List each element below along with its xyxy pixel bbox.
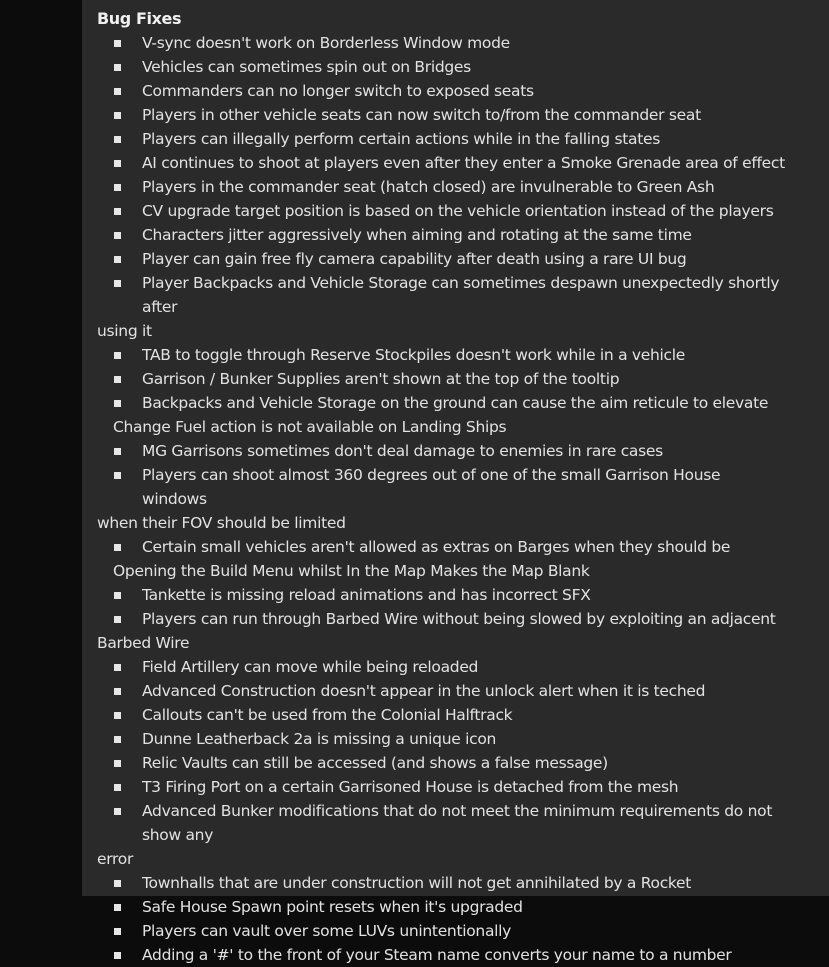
square-bullet-icon [114, 784, 121, 791]
square-bullet-icon [114, 592, 121, 599]
list-item [97, 775, 787, 799]
list-item [97, 895, 787, 919]
list-item [97, 271, 787, 343]
square-bullet-icon [114, 472, 121, 479]
list-item [97, 871, 787, 895]
list-item [97, 607, 787, 655]
list-item-text: Callouts can't be used from the Colonial Halftrack [142, 706, 513, 724]
list-item [97, 943, 787, 967]
list-item [97, 439, 787, 463]
square-bullet-icon [114, 688, 121, 695]
list-item [97, 151, 787, 175]
list-item-text: Townhalls that are under construction will not get annihilated by a Rocket [142, 874, 692, 892]
list-item-text: Tankette is missing reload animations and has incorrect SFX [142, 586, 591, 604]
square-bullet-icon [114, 760, 121, 767]
list-item-text: Garrison / Bunker Supplies aren't shown at the top of the tooltip [142, 370, 620, 388]
list-item-text: Players in the commander seat (hatch closed) are invulnerable to Green Ash [142, 178, 715, 196]
list-item [97, 31, 787, 55]
list-item [97, 919, 787, 943]
square-bullet-icon [114, 256, 121, 263]
square-bullet-icon [114, 928, 121, 935]
list-item-continuation: using it [97, 322, 152, 340]
square-bullet-icon [114, 376, 121, 383]
list-item [97, 583, 787, 607]
square-bullet-icon [114, 40, 121, 47]
list-item-text: Commanders can no longer switch to exposed seats [142, 82, 534, 100]
square-bullet-icon [114, 904, 121, 911]
bug-fix-list [97, 31, 787, 967]
changelog-content [97, 7, 787, 967]
list-item-text: Players in other vehicle seats can now switch to/from the commander seat [142, 106, 701, 124]
list-item [97, 79, 787, 103]
list-item [97, 655, 787, 679]
square-bullet-icon [114, 184, 121, 191]
list-item-text: Dunne Leatherback 2a is missing a unique icon [142, 730, 497, 748]
list-item-text: Player Backpacks and Vehicle Storage can sometimes despawn unexpectedly shortly after [142, 274, 780, 316]
section-title: Bug Fixes [97, 9, 182, 28]
square-bullet-icon [114, 664, 121, 671]
list-item [97, 247, 787, 271]
list-item [97, 55, 787, 79]
list-item-text: Players can vault over some LUVs unintentionally [142, 922, 512, 940]
list-item-text: Opening the Build Menu whilst In the Map Makes the Map Blank [113, 562, 590, 580]
list-item [97, 223, 787, 247]
list-item-text: Certain small vehicles aren't allowed as extras on Barges when they should be [142, 538, 731, 556]
square-bullet-icon [114, 712, 121, 719]
list-item-text: CV upgrade target position is based on the vehicle orientation instead of the players [142, 202, 774, 220]
list-item [97, 199, 787, 223]
square-bullet-icon [114, 64, 121, 71]
square-bullet-icon [114, 808, 121, 815]
list-item-text: T3 Firing Port on a certain Garrisoned House is detached from the mesh [142, 778, 679, 796]
list-item-text: AI continues to shoot at players even after they enter a Smoke Grenade area of effect [142, 154, 785, 172]
list-item-text: Player can gain free fly camera capability after death using a rare UI bug [142, 250, 687, 268]
list-item-text: Change Fuel action is not available on Landing Ships [113, 418, 507, 436]
list-item-text: Advanced Bunker modifications that do not meet the minimum requirements do not show any [142, 802, 773, 844]
square-bullet-icon [114, 544, 121, 551]
list-item-text: Safe House Spawn point resets when it's upgraded [142, 898, 523, 916]
list-item [97, 679, 787, 703]
list-item [97, 175, 787, 199]
square-bullet-icon [114, 88, 121, 95]
square-bullet-icon [114, 952, 121, 959]
list-item-text: Adding a '#' to the front of your Steam name converts your name to a number [142, 946, 732, 964]
square-bullet-icon [114, 160, 121, 167]
list-item [97, 799, 787, 871]
list-item-text: Players can run through Barbed Wire without being slowed by exploiting an adjacent [142, 610, 776, 628]
square-bullet-icon [114, 352, 121, 359]
list-item-text: Players can illegally perform certain actions while in the falling states [142, 130, 661, 148]
list-item [97, 535, 787, 559]
square-bullet-icon [114, 400, 121, 407]
list-item-text: Players can shoot almost 360 degrees out of one of the small Garrison House windows [142, 466, 721, 508]
list-item [97, 103, 787, 127]
list-item-continuation: when their FOV should be limited [97, 514, 346, 532]
list-item [97, 703, 787, 727]
list-item-text: Vehicles can sometimes spin out on Bridges [142, 58, 471, 76]
list-item-text: TAB to toggle through Reserve Stockpiles doesn't work while in a vehicle [142, 346, 685, 364]
square-bullet-icon [114, 880, 121, 887]
list-item-text: Backpacks and Vehicle Storage on the ground can cause the aim reticule to elevate [142, 394, 769, 412]
square-bullet-icon [114, 280, 121, 287]
list-item-text: V-sync doesn't work on Borderless Window mode [142, 34, 510, 52]
list-item [97, 367, 787, 391]
list-item [97, 127, 787, 151]
list-item-text: Advanced Construction doesn't appear in the unlock alert when it is teched [142, 682, 706, 700]
square-bullet-icon [114, 112, 121, 119]
list-item-text: MG Garrisons sometimes don't deal damage to enemies in rare cases [142, 442, 663, 460]
list-item-text: Characters jitter aggressively when aiming and rotating at the same time [142, 226, 692, 244]
list-item [97, 391, 787, 415]
list-item [97, 343, 787, 367]
list-item [97, 751, 787, 775]
list-item [97, 463, 787, 535]
square-bullet-icon [114, 136, 121, 143]
square-bullet-icon [114, 448, 121, 455]
list-item-continuation: error [97, 850, 134, 868]
list-item-text: Field Artillery can move while being reloaded [142, 658, 479, 676]
list-item [97, 727, 787, 751]
list-item-continuation: Barbed Wire [97, 634, 190, 652]
square-bullet-icon [114, 736, 121, 743]
square-bullet-icon [114, 616, 121, 623]
square-bullet-icon [114, 232, 121, 239]
list-item-text: Relic Vaults can still be accessed (and shows a false message) [142, 754, 608, 772]
square-bullet-icon [114, 208, 121, 215]
